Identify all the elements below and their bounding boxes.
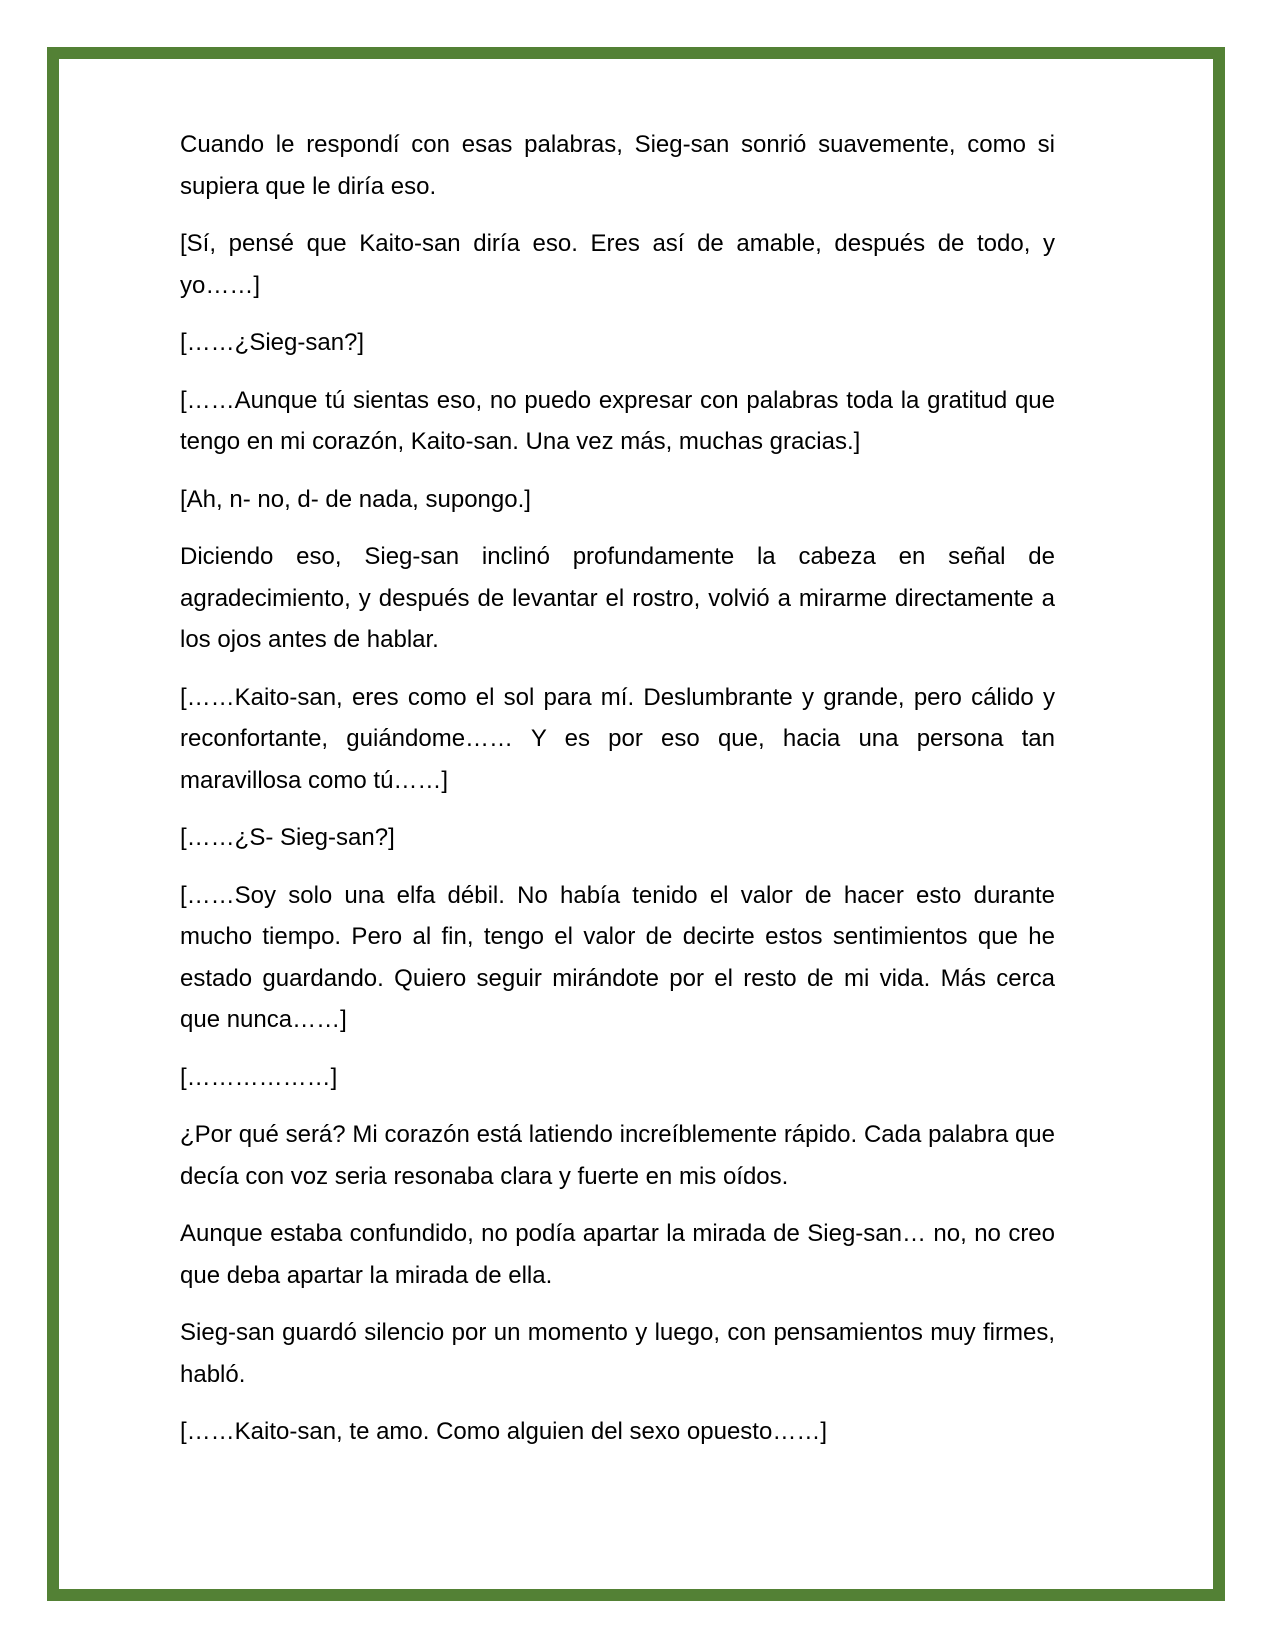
paragraph: [……Kaito-san, te amo. Como alguien del sexo opuesto……] bbox=[180, 1418, 827, 1445]
paragraph: [………………] bbox=[180, 1063, 338, 1091]
paragraph: [……¿S- Sieg-san?] bbox=[180, 824, 395, 851]
document-body bbox=[180, 124, 1055, 1469]
paragraph: [……¿Sieg-san?] bbox=[180, 329, 365, 356]
paragraph: [……Kaito-san, eres como el sol para mí. Deslumbrante y grande, pero cálido y reconfortante, guiándome…… Y es por eso que, hacia una persona tan maravillosa como tú……] bbox=[180, 683, 1055, 794]
paragraph: [Ah, n- no, d- de nada, supongo.] bbox=[180, 485, 531, 513]
paragraph: Aunque estaba confundido, no podía apartar la mirada de Sieg-san… no, no creo que deba apartar la mirada de ella. bbox=[180, 1220, 1055, 1289]
paragraph: ¿Por qué será? Mi corazón está latiendo increíblemente rápido. Cada palabra que decía con voz seria resonaba clara y fuerte en mis oídos. bbox=[180, 1121, 1055, 1190]
paragraph: Sieg-san guardó silencio por un momento y luego, con pensamientos muy firmes, habló. bbox=[180, 1319, 1055, 1388]
paragraph: [Sí, pensé que Kaito-san diría eso. Eres así de amable, después de todo, y yo……] bbox=[180, 230, 1055, 299]
paragraph: Cuando le respondí con esas palabras, Sieg-san sonrió suavemente, como si supiera que le diría eso. bbox=[180, 131, 1055, 200]
paragraph: Diciendo eso, Sieg-san inclinó profundamente la cabeza en señal de agradecimiento, y después de levantar el rostro, volvió a mirarme directamente a los ojos antes de hablar. bbox=[180, 543, 1055, 653]
paragraph: [……Soy solo una elfa débil. No había tenido el valor de hacer esto durante mucho tiempo. Pero al fin, tengo el valor de decirte estos sentimientos que he estado guardando. Quiero seguir mirándote por el resto de mi vida. Más cerca que nunca……] bbox=[180, 881, 1055, 1033]
page-border-frame bbox=[47, 47, 1225, 1601]
paragraph: [……Aunque tú sientas eso, no puedo expresar con palabras toda la gratitud que tengo en mi corazón, Kaito-san. Una vez más, muchas gracias.] bbox=[180, 386, 1055, 455]
